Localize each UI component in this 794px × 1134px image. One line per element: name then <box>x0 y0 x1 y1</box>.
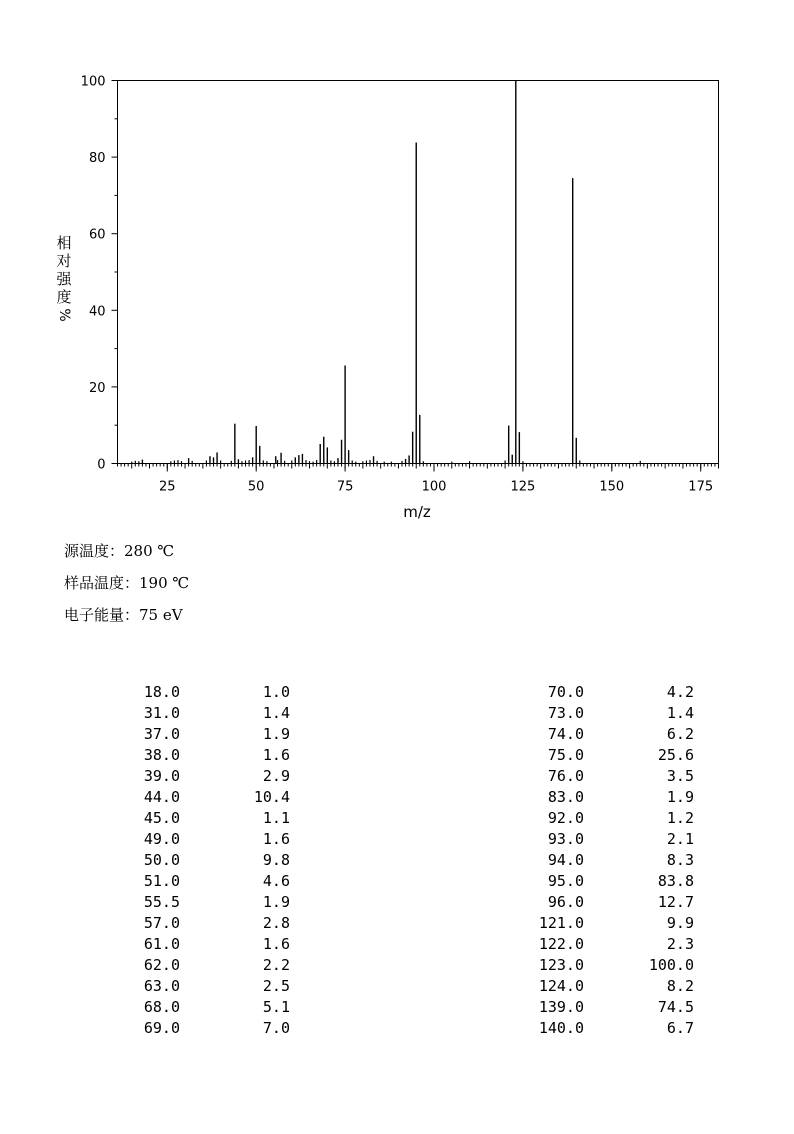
peak-mz: 51.0 <box>143 872 180 890</box>
peak-mz: 93.0 <box>547 830 584 848</box>
condition-label: 源温度： <box>64 542 125 560</box>
y-axis-label-unit: % <box>56 308 72 322</box>
peak-table-row <box>500 997 694 1018</box>
condition-value: 280 ℃ <box>124 542 175 560</box>
peak-mz: 73.0 <box>547 704 584 722</box>
peak-abundance: 9.8 <box>262 851 290 869</box>
peak-abundance: 2.2 <box>262 956 290 974</box>
peak-abundance: 2.9 <box>262 767 290 785</box>
sample-temperature <box>64 572 189 593</box>
peak-mz: 124.0 <box>538 977 584 995</box>
y-tick-label: 60 <box>88 227 106 243</box>
peak-table-row <box>100 892 290 913</box>
peak-mz: 140.0 <box>538 1019 584 1037</box>
x-tick-label: 50 <box>247 479 265 495</box>
peak-mz: 39.0 <box>143 767 180 785</box>
peak-table-row <box>500 682 694 703</box>
peak-table-row <box>500 913 694 934</box>
peak-table-row <box>500 745 694 766</box>
peak-table-row <box>500 976 694 997</box>
peak-mz: 139.0 <box>538 998 584 1016</box>
peak-mz: 50.0 <box>143 851 180 869</box>
peak-abundance: 25.6 <box>657 746 694 764</box>
peak-table-row <box>100 871 290 892</box>
peak-mz: 61.0 <box>143 935 180 953</box>
peak-mz: 76.0 <box>547 767 584 785</box>
y-axis-label-char: 对 <box>56 252 72 270</box>
peak-table-row <box>500 787 694 808</box>
peak-mz: 121.0 <box>538 914 584 932</box>
peak-abundance: 12.7 <box>657 893 694 911</box>
mass-spectrum-chart <box>0 0 794 530</box>
peak-mz: 57.0 <box>143 914 180 932</box>
peak-abundance: 4.2 <box>666 683 694 701</box>
peak-abundance: 1.9 <box>262 893 290 911</box>
x-tick-label: 100 <box>421 479 447 495</box>
peak-mz: 62.0 <box>143 956 180 974</box>
peak-mz: 45.0 <box>143 809 180 827</box>
plot-frame <box>118 81 719 464</box>
peak-table-row <box>100 913 290 934</box>
electron-energy <box>64 604 183 625</box>
peak-abundance: 1.4 <box>262 704 290 722</box>
y-tick-label: 100 <box>80 74 106 90</box>
x-tick-label: 125 <box>510 479 536 495</box>
peak-abundance: 6.2 <box>666 725 694 743</box>
peak-table-row <box>100 703 290 724</box>
peak-abundance: 9.9 <box>666 914 694 932</box>
peak-table-row <box>100 850 290 871</box>
peak-table-row <box>500 808 694 829</box>
peak-abundance: 4.6 <box>262 872 290 890</box>
peak-table-row <box>500 703 694 724</box>
peak-table-row <box>100 724 290 745</box>
peak-abundance: 1.9 <box>262 725 290 743</box>
peak-mz: 44.0 <box>143 788 180 806</box>
y-tick-label: 20 <box>88 380 106 396</box>
peak-table-row <box>500 1018 694 1039</box>
y-axis-label-char: 强 <box>56 270 72 288</box>
peak-mz: 69.0 <box>143 1019 180 1037</box>
peak-abundance: 7.0 <box>262 1019 290 1037</box>
peak-abundance: 3.5 <box>666 767 694 785</box>
y-axis-label <box>52 234 76 324</box>
peak-mz: 92.0 <box>547 809 584 827</box>
peak-abundance: 1.0 <box>262 683 290 701</box>
peak-table-right <box>500 682 694 1039</box>
peak-mz: 95.0 <box>547 872 584 890</box>
y-tick-label: 0 <box>97 457 106 473</box>
peak-mz: 70.0 <box>547 683 584 701</box>
y-axis-label-char: 相 <box>56 234 72 252</box>
peak-table-row <box>100 766 290 787</box>
peak-table-row <box>500 829 694 850</box>
peak-mz: 75.0 <box>547 746 584 764</box>
peak-mz: 38.0 <box>143 746 180 764</box>
peak-abundance: 6.7 <box>666 1019 694 1037</box>
peak-table-row <box>100 976 290 997</box>
peak-mz: 63.0 <box>143 977 180 995</box>
peak-table-row <box>500 766 694 787</box>
peak-abundance: 1.6 <box>262 935 290 953</box>
peak-mz: 74.0 <box>547 725 584 743</box>
peak-mz: 55.5 <box>143 893 180 911</box>
x-minor-ticks <box>118 464 719 469</box>
condition-value: 75 eV <box>139 606 183 624</box>
y-axis-label-char: 度 <box>56 288 72 306</box>
peak-table-row <box>500 934 694 955</box>
peak-abundance: 2.3 <box>666 935 694 953</box>
source-temperature <box>64 540 174 561</box>
peak-mz: 49.0 <box>143 830 180 848</box>
condition-label: 电子能量： <box>64 606 140 624</box>
peak-table-row <box>500 724 694 745</box>
peak-abundance: 74.5 <box>657 998 694 1016</box>
peak-abundance: 1.1 <box>262 809 290 827</box>
peak-table-row <box>100 829 290 850</box>
peak-abundance: 5.1 <box>262 998 290 1016</box>
peak-abundance: 10.4 <box>253 788 290 806</box>
peak-table-row <box>100 745 290 766</box>
peak-abundance: 100.0 <box>648 956 694 974</box>
y-axis <box>81 75 118 473</box>
peak-table-row <box>100 682 290 703</box>
x-tick-label: 25 <box>159 479 176 495</box>
peak-table-row <box>100 1018 290 1039</box>
spectrum-peaks <box>132 81 641 464</box>
peak-mz: 122.0 <box>538 935 584 953</box>
peak-table-row <box>100 808 290 829</box>
y-tick-label: 40 <box>88 304 106 320</box>
x-axis-label: m/z <box>403 503 431 521</box>
peak-abundance: 1.6 <box>262 830 290 848</box>
peak-abundance: 1.6 <box>262 746 290 764</box>
peak-abundance: 1.2 <box>666 809 694 827</box>
peak-mz: 96.0 <box>547 893 584 911</box>
peak-abundance: 2.1 <box>666 830 694 848</box>
peak-abundance: 1.4 <box>666 704 694 722</box>
condition-value: 190 ℃ <box>139 574 190 592</box>
peak-mz: 68.0 <box>143 998 180 1016</box>
x-tick-label: 150 <box>599 479 625 495</box>
peak-table-row <box>100 934 290 955</box>
peak-abundance: 8.3 <box>666 851 694 869</box>
peak-mz: 123.0 <box>538 956 584 974</box>
peak-abundance: 2.5 <box>262 977 290 995</box>
peak-table-row <box>500 871 694 892</box>
peak-table-row <box>100 787 290 808</box>
peak-table-row <box>500 955 694 976</box>
peak-abundance: 8.2 <box>666 977 694 995</box>
y-tick-label: 80 <box>88 151 106 167</box>
peak-table-row <box>500 850 694 871</box>
x-tick-label: 175 <box>688 479 714 495</box>
peak-mz: 83.0 <box>547 788 584 806</box>
condition-label: 样品温度： <box>64 574 140 592</box>
peak-mz: 37.0 <box>143 725 180 743</box>
peak-mz: 18.0 <box>143 683 180 701</box>
peak-table-row <box>500 892 694 913</box>
peak-mz: 31.0 <box>143 704 180 722</box>
peak-abundance: 1.9 <box>666 788 694 806</box>
peak-table-row <box>100 955 290 976</box>
peak-abundance: 2.8 <box>262 914 290 932</box>
peak-mz: 94.0 <box>547 851 584 869</box>
x-tick-label: 75 <box>336 479 354 495</box>
peak-abundance: 83.8 <box>657 872 694 890</box>
peak-table-left <box>100 682 290 1039</box>
peak-table-row <box>100 997 290 1018</box>
